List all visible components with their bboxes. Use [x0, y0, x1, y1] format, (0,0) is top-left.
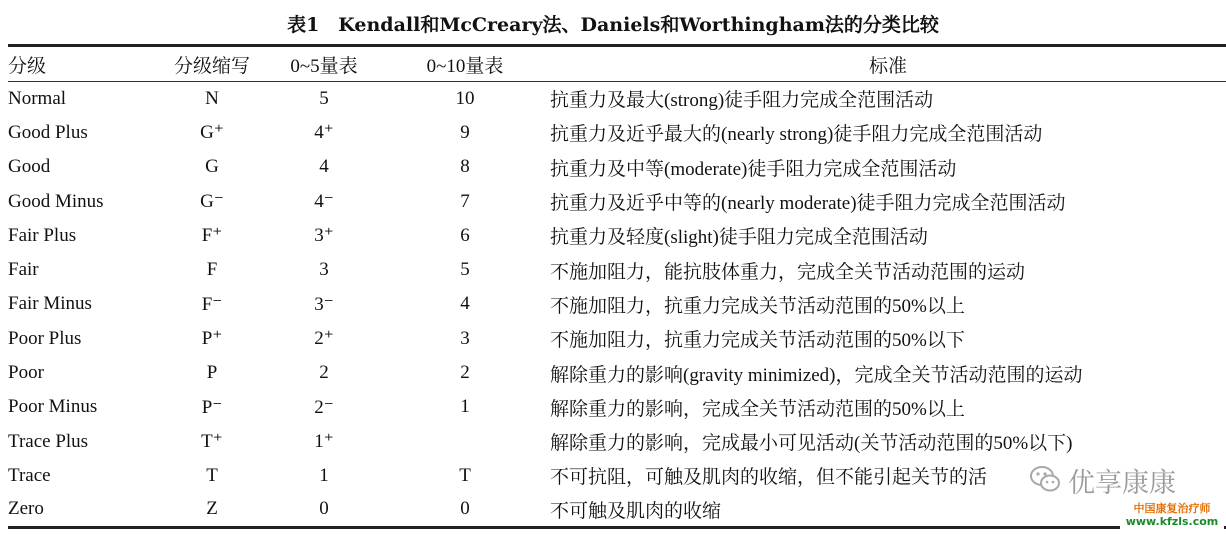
header-scale10: 0~10量表	[426, 55, 504, 77]
cell-standard: 不施加阻力，能抗肢体重力，完成全关节活动范围的运动	[550, 261, 1026, 283]
cell-scale5: 0	[319, 498, 329, 520]
table-body	[8, 82, 1226, 528]
cell-scale5: 3⁺	[314, 225, 334, 247]
cell-abbr: F⁻	[201, 293, 223, 315]
cell-scale5: 3⁻	[314, 293, 334, 315]
cell-abbr: P	[206, 362, 218, 384]
table-row	[8, 356, 1226, 390]
cell-scale10: 8	[460, 156, 470, 178]
cell-abbr: T⁺	[201, 431, 223, 453]
cell-scale10: 1	[460, 396, 470, 418]
cell-abbr: P⁻	[201, 396, 223, 418]
table-row	[8, 322, 1226, 356]
cell-standard: 不施加阻力，抗重力完成关节活动范围的50%以下	[550, 330, 965, 352]
cell-grade: Fair	[8, 259, 39, 281]
cell-scale5: 3	[319, 259, 329, 281]
cell-grade: Poor	[8, 362, 44, 384]
cell-abbr: G⁺	[200, 122, 224, 144]
cell-scale10: 0	[460, 498, 470, 520]
cell-scale10: 6	[460, 224, 470, 246]
cell-scale10: 4	[460, 293, 470, 315]
table-row	[8, 287, 1226, 321]
site-badge	[1120, 500, 1224, 530]
cell-scale5: 4	[319, 156, 329, 178]
header-scale5: 0~5量表	[290, 55, 358, 77]
cell-standard: 抗重力及近乎最大的(nearly strong)徒手阻力完成全范围活动	[550, 124, 1043, 146]
cell-scale5: 2	[319, 362, 329, 384]
cell-scale10: 9	[460, 121, 470, 143]
cell-grade: Poor Plus	[8, 327, 82, 349]
cell-grade: Good Plus	[8, 121, 88, 143]
site-url: www.kfzls.com	[1125, 515, 1219, 528]
cell-abbr: G	[205, 156, 219, 178]
cell-standard: 解除重力的影响，完成最小可见活动(关节活动范围的50%以下)	[550, 433, 1073, 455]
cell-scale5: 5	[319, 87, 329, 109]
cell-scale5: 1	[319, 464, 329, 486]
cell-abbr: N	[205, 87, 219, 109]
cell-scale10: 5	[460, 259, 470, 281]
cell-grade: Good Minus	[8, 190, 104, 212]
cell-standard: 解除重力的影响，完成全关节活动范围的50%以上	[550, 398, 965, 420]
cell-grade: Trace Plus	[8, 430, 89, 452]
table-caption: 表1 Kendall和McCreary法、Daniels和Worthingham法的分类比较	[287, 14, 939, 36]
table-row	[8, 184, 1226, 218]
table-row	[8, 493, 1226, 527]
header-standard: 标准	[868, 55, 907, 77]
table-row	[8, 82, 1226, 116]
cell-standard: 抗重力及近乎中等的(nearly moderate)徒手阻力完成全范围活动	[550, 193, 1066, 215]
table-row	[8, 424, 1226, 458]
cell-grade: Fair Minus	[8, 293, 92, 315]
table-row	[8, 116, 1226, 150]
cell-standard: 抗重力及中等(moderate)徒手阻力完成全范围活动	[550, 158, 957, 180]
table-row	[8, 390, 1226, 424]
cell-standard: 不可抗阻，可触及肌肉的收缩，但不能引起关节的活	[550, 467, 988, 489]
cell-scale10	[380, 424, 550, 458]
header-abbr: 分级缩写	[173, 55, 250, 77]
cell-abbr: Z	[206, 498, 218, 520]
cell-abbr: G⁻	[200, 191, 224, 213]
cell-standard: 抗重力及最大(strong)徒手阻力完成全范围活动	[550, 90, 934, 112]
muscle-grade-table	[8, 44, 1226, 529]
cell-abbr: F⁺	[201, 225, 223, 247]
cell-grade: Trace	[8, 464, 51, 486]
cell-scale10: 3	[460, 327, 470, 349]
site-name: 中国康复治疗师	[1133, 502, 1211, 515]
cell-scale5: 2⁻	[314, 396, 334, 418]
cell-scale5: 4⁻	[314, 191, 334, 213]
cell-scale5: 1⁺	[314, 431, 334, 453]
table-row	[8, 150, 1226, 184]
cell-standard: 解除重力的影响(gravity minimized)，完成全关节活动范围的运动	[550, 364, 1083, 386]
cell-grade: Zero	[8, 498, 44, 520]
cell-abbr: P⁺	[201, 328, 223, 350]
cell-grade: Good	[8, 156, 51, 178]
cell-abbr: T	[206, 464, 218, 486]
header-row	[8, 46, 1226, 82]
table-header	[8, 46, 1226, 82]
header-grade: 分级	[8, 55, 47, 77]
watermark-text: 优享康康	[1068, 468, 1176, 499]
cell-scale5: 2⁺	[314, 328, 334, 350]
table-row	[8, 219, 1226, 253]
table-row	[8, 253, 1226, 287]
cell-scale10: T	[459, 464, 471, 486]
cell-grade: Normal	[8, 87, 67, 109]
cell-scale10: 10	[455, 87, 475, 109]
cell-standard: 抗重力及轻度(slight)徒手阻力完成全范围活动	[550, 227, 928, 249]
cell-scale5: 4⁺	[314, 122, 334, 144]
cell-scale10: 7	[460, 190, 470, 212]
cell-scale10: 2	[460, 362, 470, 384]
cell-grade: Poor Minus	[8, 396, 98, 418]
cell-standard: 不施加阻力，抗重力完成关节活动范围的50%以上	[550, 295, 965, 317]
cell-standard: 不可触及肌肉的收缩	[550, 500, 722, 522]
cell-abbr: F	[206, 259, 218, 281]
wechat-bubble-icon	[1028, 462, 1062, 496]
cell-grade: Fair Plus	[8, 224, 77, 246]
